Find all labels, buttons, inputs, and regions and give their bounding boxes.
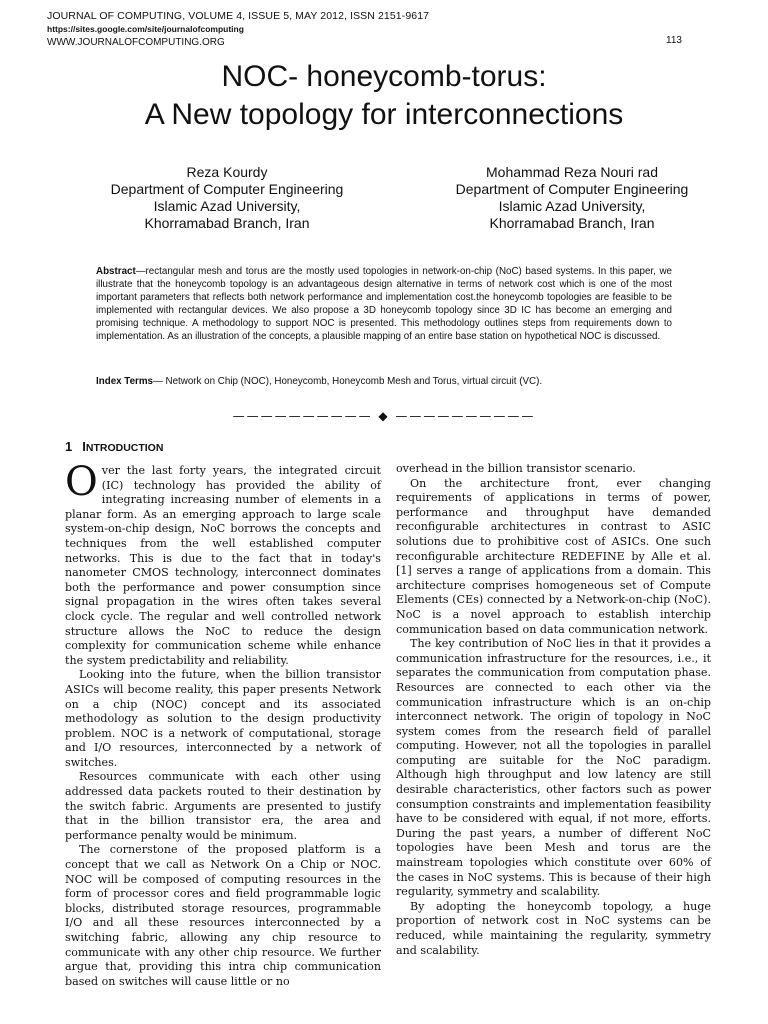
- page-number: 113: [666, 35, 682, 46]
- paragraph: By adopting the honeycomb topology, a huge proportion of network cost in NoC systems can be reduced, while maintaining the regularity, symmetry and scalability.: [396, 899, 711, 957]
- paragraph: Over the last forty years, the integrated circuit (IC) technology has provided the ability of integrating increasing number of elements in a planar form. As an emerging approach to large scale system-on-chip design, NoC borrows the concepts and techniques from the well established computer networks. This is due to the fact that in today's nanometer CMOS technology, interconnect dominates both the performance and power consumption since signal propagation in the wires often takes several clock cycle. The regular and well controlled network structure allows the NoC to reduce the design complexity for communication scheme while enhance the system predictability and reliability.: [65, 459, 381, 667]
- author-name: Reza Kourdy: [186, 164, 268, 180]
- abstract-text: —rectangular mesh and torus are the mostly used topologies in network-on-chip (NoC) based systems. In this paper, we illustrate that the honeycomb topology is an advantageous design alternative in terms of network cost which is one of the most important parameters that reflects both network performance and implementation cost.the honeycomb topologies are feasible to be implemented with rectangular devices. We also propose a 3D honeycomb topology since 3D IC has become an emerging and promising technique. A methodology to support NOC is presented. This methodology outlines steps from requirements down to implementation. As an illustration of the concepts, a plausible mapping of an entire base station on hypothetical NOC is discussed.: [96, 266, 672, 343]
- paragraph: Looking into the future, when the billion transistor ASICs will become reality, this paper presents Network on a chip (NOC) concept and its associated methodology as solution to the design productivity problem. NOC is a network of computational, storage and I/O resources, interconnected by a network of switches.: [65, 668, 381, 769]
- running-header: [47, 10, 429, 49]
- author-dept: Department of Computer Engineering: [110, 181, 344, 197]
- paragraph: On the architecture front, ever changing requirements of applications in terms of power, performance and throughput have demanded reconfigurable architectures in contrast to ASIC solutions due to prohibitive cost of ASICs. One such reconfigurable architecture REDEFINE by Alle et al. [1] serves a range of applications from a domain. This architecture comprises homogeneous set of Compute Elements (CEs) connected by a Network-on-chip (NoC). NoC is a novel approach to establish interchip communication based on data communication network.: [396, 476, 711, 636]
- author-block-2: [407, 164, 737, 232]
- title-line-2: A New topology for interconnections: [144, 98, 624, 131]
- section-heading: [65, 437, 381, 458]
- journal-site: WWW.JOURNALOFCOMPUTING.ORG: [47, 37, 225, 48]
- index-terms: [96, 375, 672, 388]
- author-univ: Islamic Azad University,: [153, 198, 301, 214]
- paragraph: The cornerstone of the proposed platform is a concept that we call as Network On a Chip or NOC. NOC will be composed of computing resources in the form of processor cores and field programmable logic blocks, distributed storage resources, programmable I/O and all these resources interconnected by a switching fabric, allowing any chip resource to communicate with any other chip resource. We further argue that, providing this intra chip communication based on switches will cause little or no: [65, 843, 381, 988]
- paragraph: Resources communicate with each other using addressed data packets routed to their destination by the switch fabric. Arguments are presented to justify that in the billion transistor era, the area and performance penalty would be minimum.: [65, 770, 381, 842]
- journal-url: https://sites.google.com/site/journalofcomputing: [47, 24, 244, 34]
- author-dept: Department of Computer Engineering: [455, 181, 689, 197]
- paragraph: The key contribution of NoC lies in that it provides a communication infrastructure for the resources, i.e., it separates the communication from computation phase. Resources are connected to each other via the communication infrastructure which is an on-chip interconnect network. The origin of topology in NoC system comes from the research field of parallel computing. However, not all the topologies in parallel computing are suitable for the NoC paradigm. Although high throughput and low latency are still desirable characteristics, other factors such as power consumption constraints and implementation feasibility have to be considered with equal, if not more, efforts. During the past years, a number of different NoC topologies have been Mesh and torus are the mainstream topologies which constitute over 60% of the cases in NoC systems. This is because of their high regularity, symmetry and scalability.: [396, 637, 711, 899]
- author-block-1: [62, 164, 392, 232]
- journal-line: JOURNAL OF COMPUTING, VOLUME 4, ISSUE 5, MAY 2012, ISSN 2151-9617: [47, 10, 430, 22]
- section-title-initial: I: [82, 439, 86, 454]
- abstract-label: Abstract: [96, 266, 136, 277]
- drop-cap: O: [65, 459, 98, 505]
- index-terms-text: — Network on Chip (NOC), Honeycomb, Honeycomb Mesh and Torus, virtual circuit (VC).: [153, 376, 543, 387]
- section-title-rest: NTRODUCTION: [85, 442, 164, 454]
- author-univ: Islamic Azad University,: [498, 198, 646, 214]
- index-terms-label: Index Terms: [96, 376, 153, 387]
- section-number: 1: [65, 439, 73, 454]
- right-column: [396, 462, 711, 958]
- title-line-1: NOC- honeycomb-torus:: [221, 60, 547, 93]
- left-column: [65, 437, 381, 989]
- author-branch: Khorramabad Branch, Iran: [489, 215, 655, 231]
- author-branch: Khorramabad Branch, Iran: [144, 215, 310, 231]
- section-separator: —————————— ◆ ——————————: [232, 409, 536, 423]
- author-name: Mohammad Reza Nouri rad: [486, 164, 658, 180]
- paper-title: [0, 58, 768, 134]
- paragraph: overhead in the billion transistor scenario.: [396, 462, 636, 475]
- abstract: [96, 265, 672, 344]
